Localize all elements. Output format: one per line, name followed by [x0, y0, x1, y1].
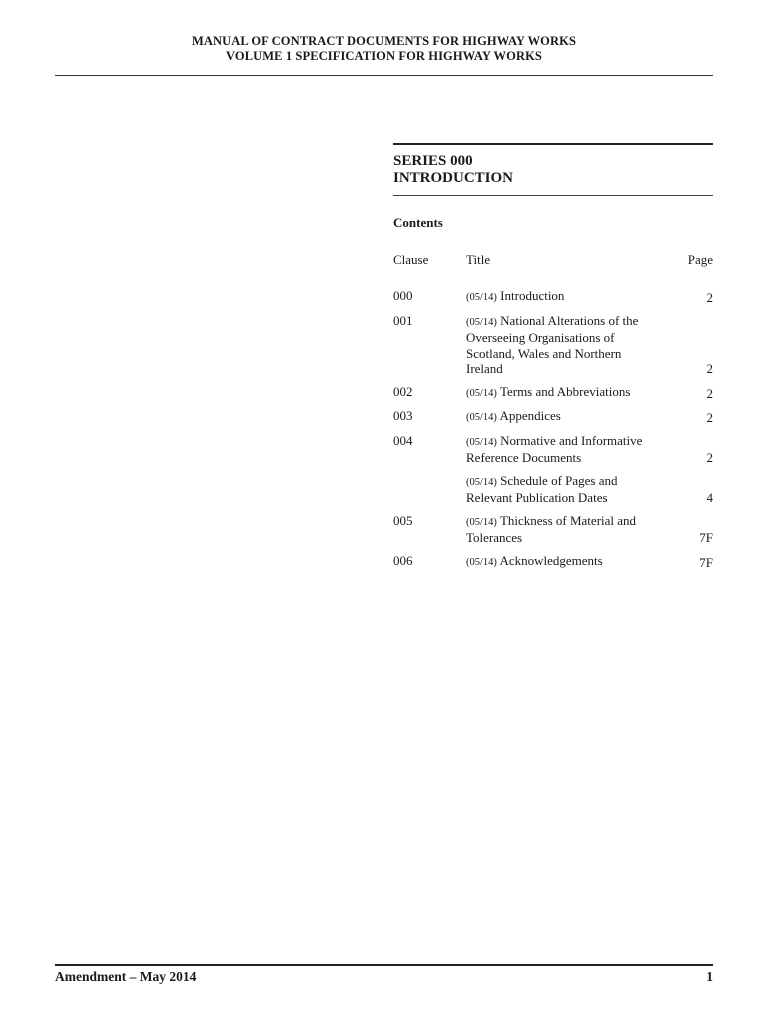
clause-number: 000 [393, 288, 413, 303]
page-number: 4 [706, 490, 713, 505]
clause-title: Normative and Informative Reference Documents [466, 432, 643, 465]
amendment-date: (05/14) [466, 476, 497, 488]
page-number-footer: 1 [706, 969, 713, 984]
contents-table [393, 252, 713, 577]
amendment-date: (05/14) [466, 412, 497, 423]
column-header-clause: Clause [393, 252, 429, 267]
page-number: 7F [699, 554, 713, 570]
series-name: INTRODUCTION [393, 170, 514, 186]
clause-title: Terms and Abbreviations [499, 383, 631, 399]
series-rule-bottom [393, 195, 713, 196]
header-line-2: VOLUME 1 SPECIFICATION FOR HIGHWAY WORKS [226, 49, 542, 63]
amendment-date: (05/14) [466, 316, 497, 328]
table-row[interactable] [393, 513, 713, 546]
clause-title: Thickness of Material and Tolerances [466, 512, 637, 545]
table-row[interactable] [393, 384, 713, 402]
header-line-1: MANUAL OF CONTRACT DOCUMENTS FOR HIGHWAY WORKS [191, 34, 577, 48]
table-row[interactable] [393, 288, 713, 306]
page-number: 2 [706, 361, 713, 376]
header-rule [55, 75, 713, 76]
clause-title: Appendices [499, 408, 561, 423]
clause-number: 005 [393, 512, 413, 528]
page-number: 7F [699, 530, 713, 545]
page-number: 2 [706, 290, 713, 305]
contents-table-header [393, 252, 713, 274]
clause-title-cell [466, 408, 673, 426]
clause-title-cell [466, 473, 673, 506]
page-header [55, 34, 713, 64]
series-block [393, 143, 713, 196]
clause-title: Introduction [500, 288, 565, 303]
clause-title-cell [466, 433, 673, 466]
amendment-date: (05/14) [466, 292, 497, 303]
table-row[interactable] [393, 313, 713, 377]
clause-title: Acknowledgements [499, 552, 603, 568]
page-number: 2 [706, 385, 713, 401]
clause-number: 003 [393, 408, 413, 423]
amendment-date: (05/14) [466, 387, 497, 399]
clause-title-cell [466, 553, 673, 571]
footer-rule [55, 964, 713, 966]
table-row[interactable] [393, 473, 713, 506]
series-title [393, 153, 713, 187]
table-row[interactable] [393, 553, 713, 571]
clause-title-cell [466, 384, 673, 402]
table-row[interactable] [393, 433, 713, 466]
table-row[interactable] [393, 408, 713, 426]
contents-heading: Contents [393, 215, 443, 230]
clause-title-cell [466, 288, 673, 306]
amendment-date: (05/14) [466, 436, 497, 448]
page-number: 2 [706, 450, 713, 465]
clause-number: 001 [393, 312, 413, 328]
clause-number: 002 [393, 383, 413, 399]
clause-number: 004 [393, 432, 413, 448]
amendment-note: Amendment – May 2014 [55, 969, 197, 984]
series-rule-top [393, 143, 713, 145]
clause-title: National Alterations of the Overseeing Organisations of Scotland, Wales and Northern Ireland [466, 312, 639, 376]
clause-title-cell [466, 313, 673, 377]
clause-number: 006 [393, 552, 413, 568]
clause-title-cell [466, 513, 673, 546]
page-number: 2 [706, 410, 713, 425]
amendment-date: (05/14) [466, 556, 497, 568]
clause-number [393, 473, 466, 506]
series-number: SERIES 000 [393, 153, 473, 169]
column-header-title: Title [466, 252, 491, 267]
clause-title: Schedule of Pages and Relevant Publication Dates [466, 472, 618, 505]
column-header-page: Page [687, 252, 713, 267]
amendment-date: (05/14) [466, 516, 497, 528]
